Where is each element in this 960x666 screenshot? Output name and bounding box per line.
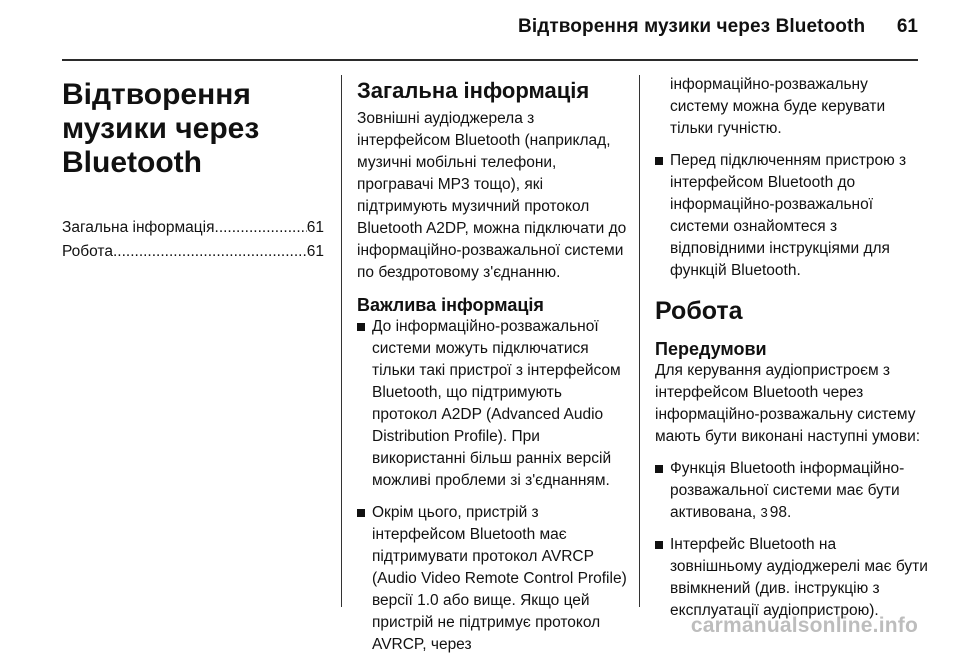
list-item <box>655 534 930 622</box>
column-general-info <box>357 70 629 666</box>
list-item <box>655 458 930 524</box>
page-reference-link[interactable]: 98. <box>769 504 792 521</box>
square-bullet-icon <box>655 157 663 165</box>
toc-entry-page: 61 <box>306 219 324 236</box>
page-number: 61 <box>896 16 918 37</box>
square-bullet-icon <box>655 541 663 549</box>
toc-entry-label: Робота <box>62 243 113 260</box>
toc-entry-label: Загальна інформація <box>62 219 215 236</box>
list-item <box>655 150 930 282</box>
list-item-text: Перед підключенням пристрою з інтерфейсом Bluetooth до інформаційно-розважальної системи ознайомтеся з відповідними інструкціями для функцій Bluetooth. <box>670 152 907 279</box>
column-divider-2 <box>639 75 640 607</box>
list-item-text: Інтерфейс Bluetooth на зовнішньому аудіоджерелі має бути ввімкнений (див. інструкцію з експлуатації аудіопристрою). <box>670 536 928 619</box>
list-item-text: До інформаційно-розважальної системи можуть підключатися тільки такі пристрої з інтерфейсом Bluetooth, що підтримують протокол A2DP (Advanced Audio Distribution Profile). При використанні більш ранніх версій можливі проблеми зі з'єднанням. <box>372 318 621 489</box>
square-bullet-icon <box>357 323 365 331</box>
prerequisites-paragraph: Для керування аудіопристроєм з інтерфейсом Bluetooth через інформаційно-розважальну систему мають бути виконані наступні умови: <box>655 362 921 445</box>
toc-entry[interactable] <box>62 240 324 264</box>
toc-entry-page: 61 <box>306 243 324 260</box>
header-divider <box>62 59 918 61</box>
important-info-list <box>357 316 629 656</box>
page-reference-icon[interactable]: 3 <box>760 505 768 520</box>
intro-paragraph: Зовнішні аудіоджерела з інтерфейсом Bluetooth (наприклад, музичні мобільні телефони, програвачі MP3 тощо), які підтримують музичний протокол Bluetooth A2DP, можна підключати до інформаційно-розважальної системи по бездротовому з'єднанню. <box>357 110 627 281</box>
section-heading-operation: Робота <box>655 297 743 325</box>
square-bullet-icon <box>655 465 663 473</box>
square-bullet-icon <box>357 509 365 517</box>
running-header-title: Відтворення музики через Bluetooth <box>518 16 866 37</box>
list-item-text: Окрім цього, пристрій з інтерфейсом Bluetooth має підтримувати протокол AVRCP (Audio Video Remote Control Profile) версії 1.0 або вище. Якщо цей пристрій не підтримує протокол AVRCP, через <box>372 504 627 653</box>
toc-leader-dots <box>215 216 307 240</box>
continued-text: інформаційно-розважальну систему можна буде керувати тільки гучністю. <box>670 76 886 137</box>
column-operation <box>655 74 930 632</box>
section-heading-general-info: Загальна інформація <box>357 78 590 103</box>
chapter-title: Відтворення музики через Bluetooth <box>62 78 260 179</box>
precaution-list <box>655 150 930 282</box>
list-item <box>357 316 629 492</box>
subheading-prerequisites: Передумови <box>655 339 767 359</box>
toc-leader-dots <box>113 240 307 264</box>
column-divider-1 <box>341 75 342 607</box>
subheading-important-info: Важлива інформація <box>357 295 544 315</box>
list-item <box>357 502 629 656</box>
toc-entry[interactable] <box>62 216 324 240</box>
watermark: carmanualsonline.info <box>690 614 918 637</box>
column-toc <box>62 70 324 264</box>
list-item-text: Функція Bluetooth інформаційно-розважальної системи має бути активована, <box>670 460 905 521</box>
conditions-list <box>655 458 930 622</box>
